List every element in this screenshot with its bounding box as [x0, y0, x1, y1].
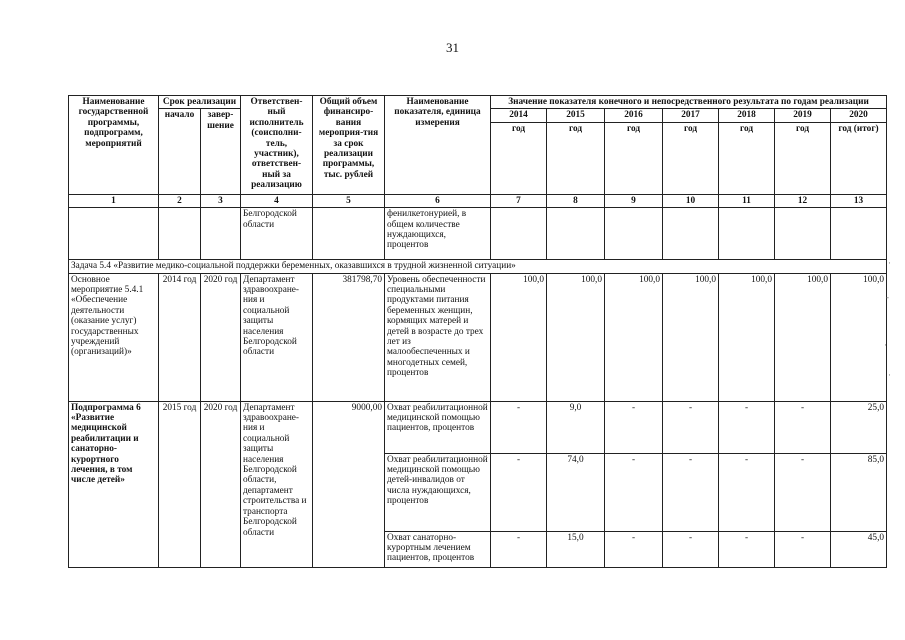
subprogram-value: - — [663, 531, 719, 567]
subprogram-value: - — [775, 531, 831, 567]
column-number: 12 — [775, 194, 831, 207]
header-year-word: год — [775, 122, 831, 194]
header-year-word: год — [605, 122, 663, 194]
measure-start: 2014 год — [159, 273, 201, 401]
header-executor: Ответствен-ный исполнитель (соисполни-тель, участник), ответствен-ный за реализацию — [241, 96, 313, 195]
subprogram-value: - — [491, 401, 547, 453]
header-volume: Общий объем финансиро-вания мероприя-тия за срок реализации программы, тыс. рублей — [313, 96, 385, 195]
program-table — [68, 95, 887, 568]
subprogram-value: - — [605, 453, 663, 531]
header-year: 2015 — [547, 109, 605, 122]
subprogram-row — [69, 401, 887, 453]
header-term: Срок реализации — [159, 96, 241, 109]
header-year: 2014 — [491, 109, 547, 122]
column-number: 1 — [69, 194, 159, 207]
subprogram-value: - — [775, 453, 831, 531]
header-year: 2020 — [831, 109, 887, 122]
measure-row — [69, 273, 887, 401]
column-number: 5 — [313, 194, 385, 207]
measure-value: 100,0 — [831, 273, 887, 401]
header-year: 2016 — [605, 109, 663, 122]
subprogram-value: 15,0 — [547, 531, 605, 567]
measure-end: 2020 год — [201, 273, 241, 401]
subprogram-value: 85,0 — [831, 453, 887, 531]
column-number: 10 — [663, 194, 719, 207]
cont-executor: Белгородской области — [241, 208, 313, 260]
subprogram-value: - — [491, 531, 547, 567]
column-number: 6 — [385, 194, 491, 207]
column-number: 8 — [547, 194, 605, 207]
column-number: 11 — [719, 194, 775, 207]
subprogram-value: - — [719, 453, 775, 531]
column-number: 9 — [605, 194, 663, 207]
task-row: Задача 5.4 «Развитие медико-социальной поддержки беременных, оказавшихся в трудной жизненной ситуации» — [69, 260, 887, 273]
subprogram-executor: Департамент здравоохране-ния и социальной защиты населения Белгородской области, департамент строительства и транспорта Белгородской области — [241, 401, 313, 567]
measure-executor: Департамент здравоохране-ния и социальной защиты населения Белгородской области — [241, 273, 313, 401]
scan-mark: · — [888, 370, 891, 380]
measure-name: Основное мероприятие 5.4.1 «Обеспечение деятельности (оказание услуг) государственных учреждений (организаций)» — [69, 273, 159, 401]
measure-value: 100,0 — [605, 273, 663, 401]
column-number: 3 — [201, 194, 241, 207]
page-number: 31 — [446, 40, 459, 55]
header-year-last: год (итог) — [831, 122, 887, 194]
subprogram-value: 25,0 — [831, 401, 887, 453]
header-name: Наименование государственной программы, подпрограмм, мероприятий — [69, 96, 159, 195]
subprogram-indicator: Охват реабилитационной медицинской помощью детей-инвалидов от числа нуждающихся, процентов — [385, 453, 491, 531]
header-values-group: Значение показателя конечного и непосредственного результата по годам реализации — [491, 96, 887, 109]
scan-mark: · — [888, 258, 891, 268]
subprogram-value: 9,0 — [547, 401, 605, 453]
subprogram-value: - — [719, 401, 775, 453]
column-numbers-row — [69, 194, 887, 207]
header-year-word: год — [719, 122, 775, 194]
header-year-word: год — [663, 122, 719, 194]
header-year-word: год — [491, 122, 547, 194]
scan-mark: · — [884, 340, 887, 350]
header-year: 2017 — [663, 109, 719, 122]
header-end: завер-шение — [201, 109, 241, 194]
subprogram-value: - — [663, 401, 719, 453]
measure-value: 100,0 — [663, 273, 719, 401]
subprogram-value: - — [775, 401, 831, 453]
continuation-row — [69, 208, 887, 260]
header-year-word: год — [547, 122, 605, 194]
header-year: 2019 — [775, 109, 831, 122]
measure-volume: 381798,70 — [313, 273, 385, 401]
subprogram-name: Подпрограмма 6 «Развитие медицинской реабилитации и санаторно-курортного лечения, в том числе детей» — [69, 401, 159, 567]
subprogram-value: - — [491, 453, 547, 531]
measure-value: 100,0 — [775, 273, 831, 401]
measure-value: 100,0 — [547, 273, 605, 401]
cont-indicator: фенилкетонурией, в общем количестве нуждающихся, процентов — [385, 208, 491, 260]
subprogram-indicator: Охват санаторно-курортным лечением пациентов, процентов — [385, 531, 491, 567]
measure-value: 100,0 — [719, 273, 775, 401]
measure-value: 100,0 — [491, 273, 547, 401]
scan-mark: - — [886, 292, 889, 302]
header-indicator: Наименование показателя, единица измерения — [385, 96, 491, 195]
subprogram-indicator: Охват реабилитационной медицинской помощью пациентов, процентов — [385, 401, 491, 453]
subprogram-value: - — [605, 401, 663, 453]
subprogram-start: 2015 год — [159, 401, 201, 567]
subprogram-value: - — [719, 531, 775, 567]
column-number: 4 — [241, 194, 313, 207]
column-number: 2 — [159, 194, 201, 207]
column-number: 13 — [831, 194, 887, 207]
subprogram-value: 74,0 — [547, 453, 605, 531]
header-year: 2018 — [719, 109, 775, 122]
header-start: начало — [159, 109, 201, 194]
measure-indicator: Уровень обеспеченности специальными продуктами питания беременных женщин, кормящих матерей и детей в возрасте до трех лет из малообеспеченных и многодетных семей, процентов — [385, 273, 491, 401]
subprogram-value: - — [605, 531, 663, 567]
column-number: 7 — [491, 194, 547, 207]
subprogram-end: 2020 год — [201, 401, 241, 567]
subprogram-value: 45,0 — [831, 531, 887, 567]
subprogram-volume: 9000,00 — [313, 401, 385, 567]
subprogram-value: - — [663, 453, 719, 531]
